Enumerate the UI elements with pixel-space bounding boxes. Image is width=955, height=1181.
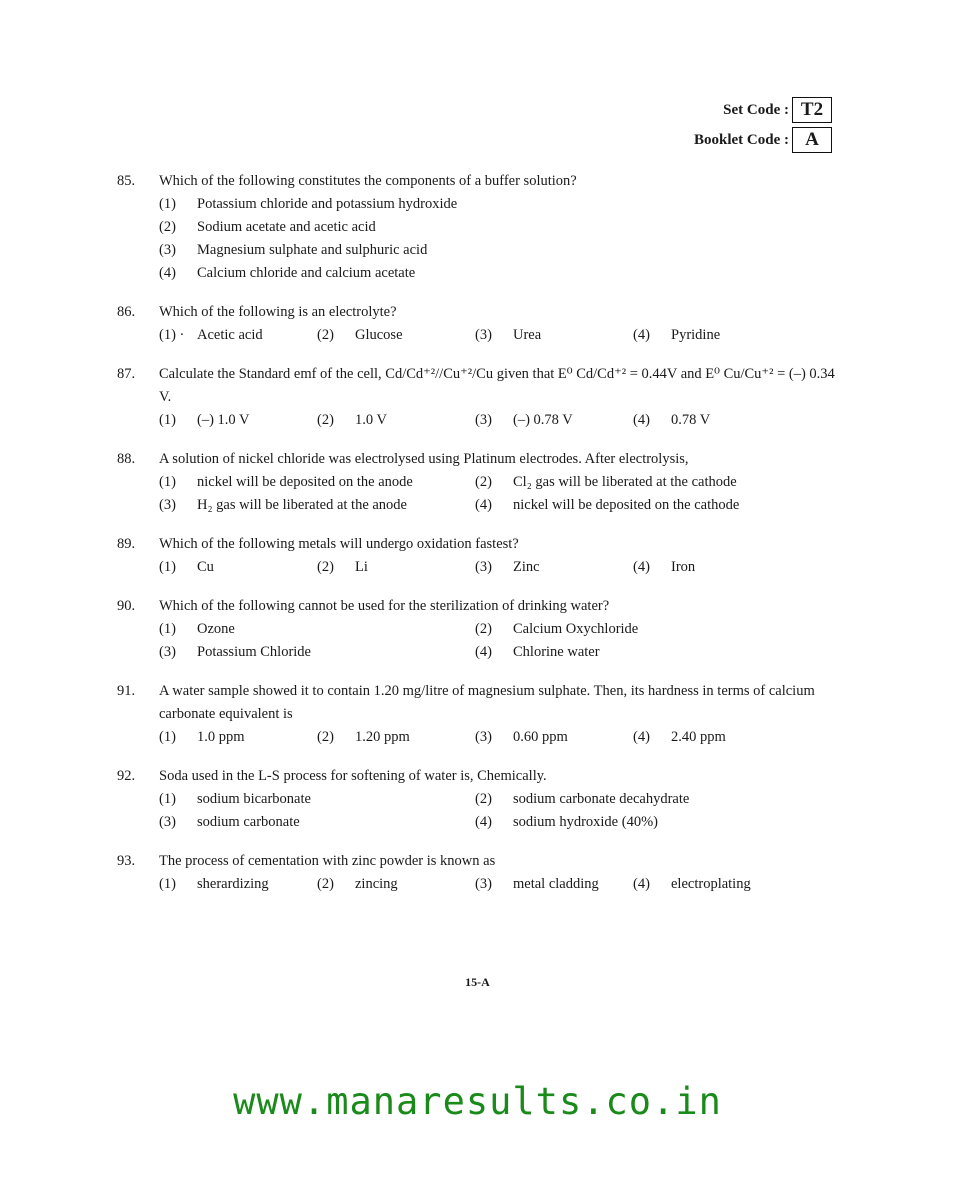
- booklet-code-box: A: [792, 127, 832, 153]
- option-number: (4): [633, 729, 650, 745]
- option-4: [633, 726, 791, 749]
- option-number: (3): [475, 327, 492, 343]
- option-text: sodium bicarbonate: [197, 791, 311, 807]
- options: [159, 556, 837, 579]
- option-3: [159, 811, 475, 834]
- option-row: [159, 471, 837, 494]
- option-2: [317, 873, 475, 896]
- option-row: [159, 216, 837, 239]
- options: [159, 409, 837, 432]
- option-text: sherardizing: [197, 876, 269, 892]
- option-number: (3): [475, 729, 492, 745]
- option-2: [317, 409, 475, 432]
- question-text: Which of the following metals will undergo oxidation fastest?: [159, 536, 519, 552]
- option-text: Potassium Chloride: [197, 644, 311, 660]
- option-text: Cl₂ gas will be liberated at the cathode: [513, 474, 737, 490]
- option-1: [159, 726, 317, 749]
- option-text: Zinc: [513, 559, 540, 575]
- question-text: Calculate the Standard emf of the cell, Cd/Cd⁺²//Cu⁺²/Cu given that E⁰ Cd/Cd⁺² = 0.44V and E⁰ Cu/Cu⁺² = (–) 0.34 V.: [159, 366, 835, 405]
- option-row: [159, 726, 837, 749]
- question-number: 87.: [117, 366, 136, 382]
- option-text: Calcium Oxychloride: [513, 621, 639, 637]
- options: [159, 193, 837, 285]
- options: [159, 788, 837, 834]
- option-number: (2): [317, 729, 334, 745]
- option-row: [159, 409, 837, 432]
- option-2: [475, 788, 791, 811]
- option-2: [317, 556, 475, 579]
- option-3: [475, 324, 633, 347]
- question-text: A solution of nickel chloride was electrolysed using Platinum electrodes. After electrolysis,: [159, 451, 689, 467]
- watermark-text[interactable]: www.manaresults.co.in: [233, 1080, 722, 1123]
- option-number: (1): [159, 412, 176, 428]
- option-number: (4): [475, 497, 492, 513]
- question-text: A water sample showed it to contain 1.20 mg/litre of magnesium sulphate. Then, its hardness in terms of calcium carbonate equivalent is: [159, 683, 815, 722]
- option-text: 2.40 ppm: [671, 729, 726, 745]
- option-4: [633, 324, 791, 347]
- option-number: (1): [159, 876, 176, 892]
- option-1: [159, 193, 837, 216]
- option-3: [159, 239, 837, 262]
- option-number: (4): [159, 265, 176, 281]
- option-row: [159, 873, 837, 896]
- set-code-box: T2: [792, 97, 832, 123]
- option-1: [159, 873, 317, 896]
- options: [159, 471, 837, 517]
- option-text: (–) 1.0 V: [197, 412, 250, 428]
- option-number: (3): [159, 644, 176, 660]
- option-number: (2): [317, 876, 334, 892]
- option-text: nickel will be deposited on the cathode: [513, 497, 740, 513]
- option-text: Calcium chloride and calcium acetate: [197, 265, 416, 281]
- option-number: (1): [159, 474, 176, 490]
- option-row: [159, 193, 837, 216]
- option-2: [475, 618, 791, 641]
- question-85: [117, 170, 837, 285]
- question-text: Soda used in the L-S process for softening of water is, Chemically.: [159, 768, 547, 784]
- option-text: Li: [355, 559, 368, 575]
- question-92: [117, 765, 837, 834]
- option-text: Potassium chloride and potassium hydroxide: [197, 196, 458, 212]
- option-text: Urea: [513, 327, 542, 343]
- option-text: Pyridine: [671, 327, 721, 343]
- option-number: (4): [475, 644, 492, 660]
- option-text: 1.0 ppm: [197, 729, 245, 745]
- set-code-label: Set Code :: [723, 101, 789, 118]
- option-number: (2): [159, 219, 176, 235]
- option-text: 1.20 ppm: [355, 729, 410, 745]
- question-90: [117, 595, 837, 664]
- option-number: (1): [159, 196, 176, 212]
- option-4: [633, 873, 791, 896]
- option-text: Iron: [671, 559, 696, 575]
- option-row: [159, 556, 837, 579]
- option-1: [159, 618, 475, 641]
- option-text: Acetic acid: [197, 327, 263, 343]
- option-text: Chlorine water: [513, 644, 600, 660]
- question-stem: [117, 301, 837, 324]
- booklet-code-row: [694, 125, 832, 155]
- question-number: 90.: [117, 598, 136, 614]
- option-text: Cu: [197, 559, 214, 575]
- set-code-row: [694, 95, 832, 125]
- option-number: (3): [475, 412, 492, 428]
- page-number: 15-A: [465, 975, 490, 989]
- option-2: [317, 726, 475, 749]
- option-text: Glucose: [355, 327, 403, 343]
- option-row: [159, 324, 837, 347]
- option-number: (4): [633, 876, 650, 892]
- question-87: [117, 363, 837, 432]
- option-1: [159, 471, 475, 494]
- option-number: (3): [159, 497, 176, 513]
- question-number: 85.: [117, 173, 136, 189]
- option-4: [159, 262, 837, 285]
- option-number: (3): [159, 242, 176, 258]
- option-3: [475, 556, 633, 579]
- option-row: [159, 788, 837, 811]
- option-4: [475, 811, 791, 834]
- option-text: zincing: [355, 876, 398, 892]
- option-text: Ozone: [197, 621, 235, 637]
- option-row: [159, 811, 837, 834]
- option-3: [475, 409, 633, 432]
- option-text: Sodium acetate and acetic acid: [197, 219, 376, 235]
- option-4: [633, 556, 791, 579]
- question-number: 89.: [117, 536, 136, 552]
- option-3: [159, 641, 475, 664]
- question-stem: [117, 850, 837, 873]
- question-number: 88.: [117, 451, 136, 467]
- option-4: [475, 494, 791, 517]
- option-1: [159, 788, 475, 811]
- option-3: [475, 873, 633, 896]
- question-89: [117, 533, 837, 579]
- question-number: 91.: [117, 683, 136, 699]
- question-stem: [117, 533, 837, 556]
- option-text: H₂ gas will be liberated at the anode: [197, 497, 407, 513]
- option-row: [159, 641, 837, 664]
- question-stem: [117, 765, 837, 788]
- question-text: Which of the following constitutes the components of a buffer solution?: [159, 173, 577, 189]
- question-stem: [117, 680, 837, 726]
- question-stem: [117, 363, 837, 409]
- option-number: (4): [475, 814, 492, 830]
- option-number: (2): [317, 412, 334, 428]
- option-number: (1) ·: [159, 327, 185, 343]
- question-stem: [117, 595, 837, 618]
- option-text: (–) 0.78 V: [513, 412, 573, 428]
- question-number: 92.: [117, 768, 136, 784]
- option-number: (2): [317, 559, 334, 575]
- option-text: nickel will be deposited on the anode: [197, 474, 413, 490]
- option-4: [475, 641, 791, 664]
- question-88: [117, 448, 837, 517]
- question-text: The process of cementation with zinc powder is known as: [159, 853, 496, 869]
- code-block: [694, 95, 832, 155]
- question-number: 86.: [117, 304, 136, 320]
- option-1: [159, 409, 317, 432]
- option-2: [475, 471, 791, 494]
- question-93: [117, 850, 837, 896]
- question-86: [117, 301, 837, 347]
- booklet-code-label: Booklet Code :: [694, 131, 789, 148]
- question-list: [117, 170, 837, 912]
- option-3: [475, 726, 633, 749]
- option-number: (2): [475, 621, 492, 637]
- options: [159, 726, 837, 749]
- option-3: [159, 494, 475, 517]
- question-text: Which of the following cannot be used for the sterilization of drinking water?: [159, 598, 610, 614]
- option-1: [159, 556, 317, 579]
- question-stem: [117, 170, 837, 193]
- option-number: (4): [633, 327, 650, 343]
- option-number: (2): [475, 474, 492, 490]
- option-2: [159, 216, 837, 239]
- option-text: Magnesium sulphate and sulphuric acid: [197, 242, 428, 258]
- question-number: 93.: [117, 853, 136, 869]
- option-number: (3): [475, 559, 492, 575]
- option-number: (2): [317, 327, 334, 343]
- option-number: (3): [475, 876, 492, 892]
- options: [159, 324, 837, 347]
- option-row: [159, 618, 837, 641]
- options: [159, 618, 837, 664]
- option-text: metal cladding: [513, 876, 599, 892]
- option-number: (1): [159, 729, 176, 745]
- option-text: electroplating: [671, 876, 751, 892]
- option-number: (4): [633, 559, 650, 575]
- option-number: (4): [633, 412, 650, 428]
- question-stem: [117, 448, 837, 471]
- option-text: 0.60 ppm: [513, 729, 568, 745]
- option-2: [317, 324, 475, 347]
- option-text: sodium hydroxide (40%): [513, 814, 658, 830]
- option-row: [159, 239, 837, 262]
- question-91: [117, 680, 837, 749]
- question-text: Which of the following is an electrolyte?: [159, 304, 397, 320]
- option-text: 1.0 V: [355, 412, 387, 428]
- option-number: (1): [159, 621, 176, 637]
- option-number: (3): [159, 814, 176, 830]
- option-text: sodium carbonate decahydrate: [513, 791, 690, 807]
- option-row: [159, 262, 837, 285]
- option-number: (1): [159, 791, 176, 807]
- option-text: sodium carbonate: [197, 814, 300, 830]
- options: [159, 873, 837, 896]
- option-row: [159, 494, 837, 517]
- option-number: (2): [475, 791, 492, 807]
- option-text: 0.78 V: [671, 412, 711, 428]
- option-number: (1): [159, 559, 176, 575]
- option-4: [633, 409, 791, 432]
- option-1: [159, 324, 317, 347]
